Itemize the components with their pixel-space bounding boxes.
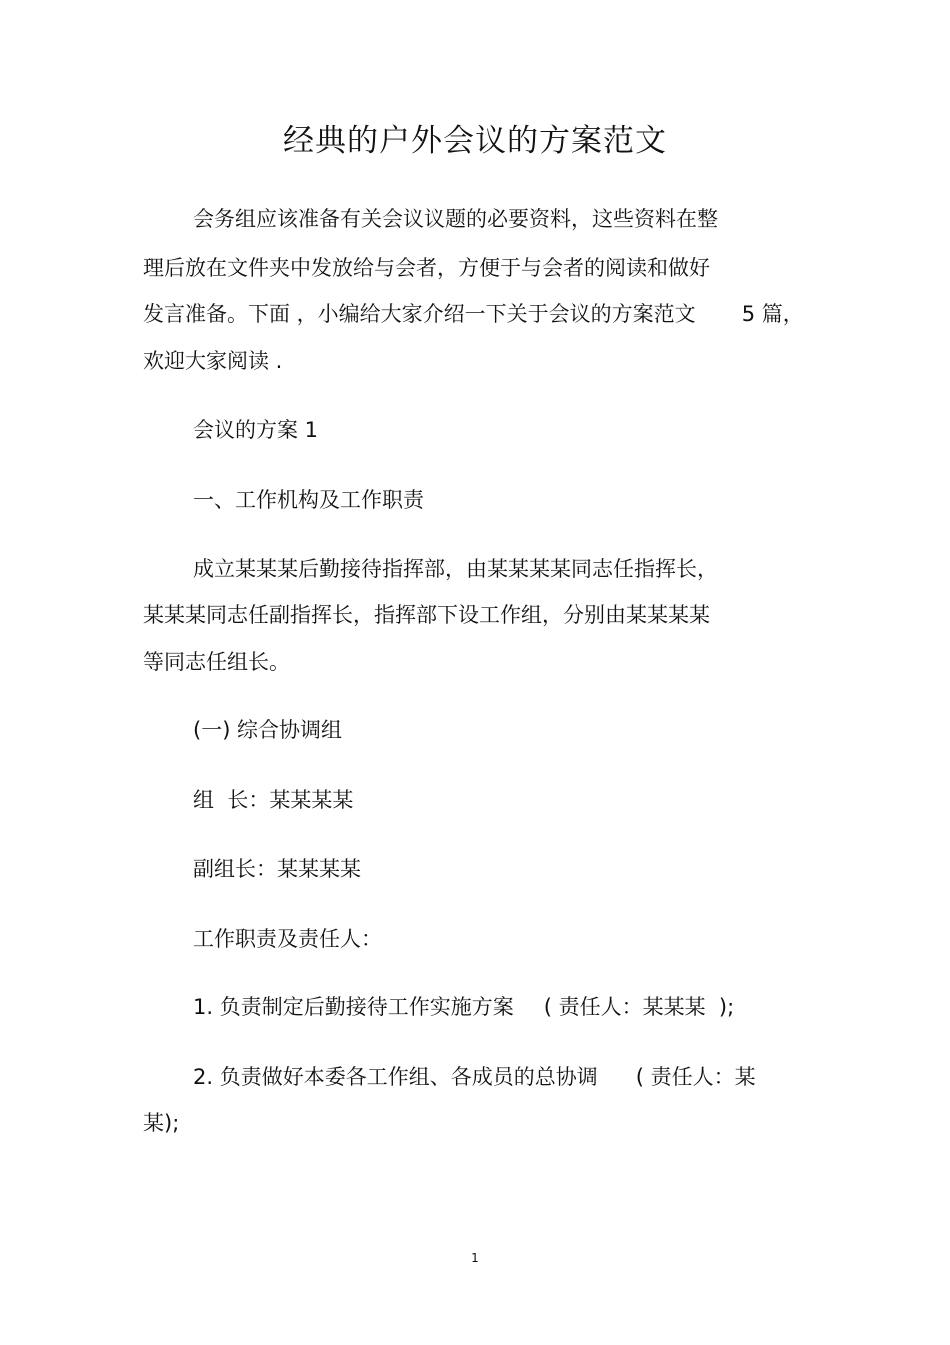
duty-2-responsible: ( 责任人：某 bbox=[635, 1065, 756, 1089]
para1-line-3: 等同志任组长。 bbox=[143, 650, 290, 674]
section-heading: 会议的方案 1 bbox=[193, 418, 319, 442]
duty-item-2 bbox=[193, 1060, 756, 1094]
intro-line-4: 欢迎大家阅读 . bbox=[143, 349, 283, 373]
intro-line-1: 会务组应该准备有关会议议题的必要资料，这些资料在整 bbox=[193, 207, 718, 231]
duty-1-text: 1. 负责制定后勤接待工作实施方案 bbox=[193, 995, 514, 1019]
intro-article-count: 5 篇， bbox=[741, 302, 804, 326]
group-name: (一) 综合协调组 bbox=[193, 718, 343, 742]
duty-1-responsible: ( 责任人：某某某 ); bbox=[543, 995, 735, 1019]
page-number: 1 bbox=[471, 1251, 479, 1265]
group-leader: 组 长：某某某某 bbox=[193, 788, 354, 812]
document-title: 经典的户外会议的方案范文 bbox=[283, 123, 667, 159]
para1-line-2: 某某某同志任副指挥长，指挥部下设工作组，分别由某某某某 bbox=[143, 603, 710, 627]
subheading: 一、工作机构及工作职责 bbox=[193, 488, 424, 512]
intro-line-3 bbox=[143, 297, 804, 331]
duty-2-text: 2. 负责做好本委各工作组、各成员的总协调 bbox=[193, 1065, 598, 1089]
intro-line-3-text: 发言准备。下面 ，小编给大家介绍一下关于会议的方案范文 bbox=[143, 302, 696, 326]
group-deputy: 副组长：某某某某 bbox=[193, 857, 361, 881]
duties-heading: 工作职责及责任人： bbox=[193, 927, 382, 951]
duty-item-1 bbox=[193, 990, 734, 1024]
intro-line-2: 理后放在文件夹中发放给与会者，方便于与会者的阅读和做好 bbox=[143, 256, 710, 280]
para1-line-1: 成立某某某后勤接待指挥部，由某某某某同志任指挥长， bbox=[193, 557, 718, 581]
duty-item-2-continued: 某); bbox=[143, 1111, 180, 1135]
